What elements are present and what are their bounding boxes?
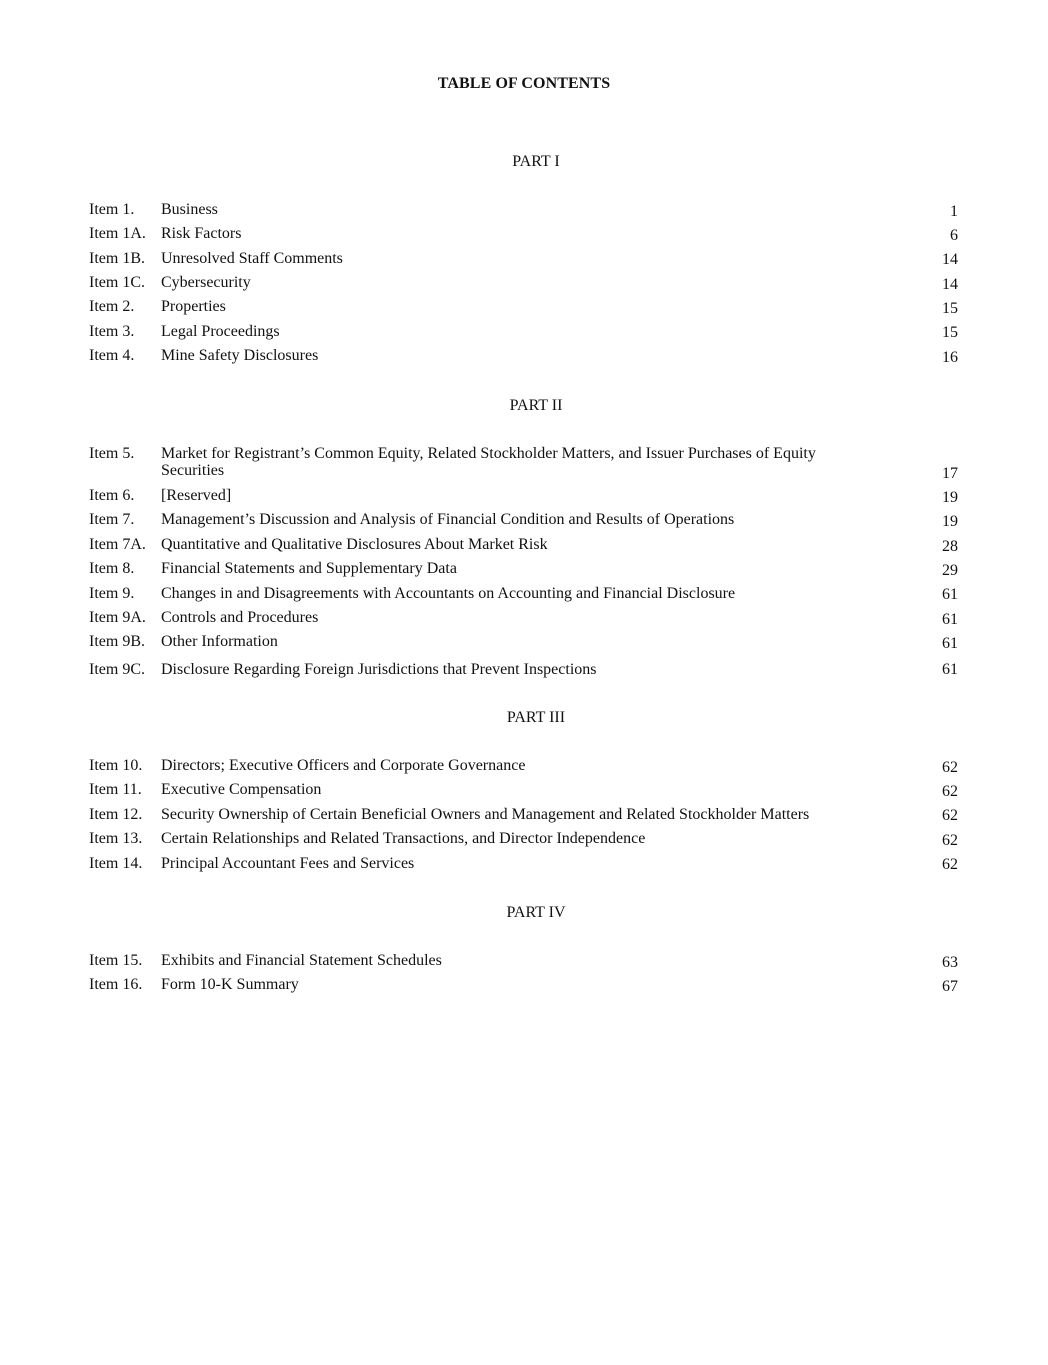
- toc-item-title[interactable]: Risk Factors: [161, 225, 242, 242]
- toc-page-number[interactable]: 62: [942, 783, 958, 800]
- toc-page-number[interactable]: 19: [942, 489, 958, 506]
- toc-item-title[interactable]: Other Information: [161, 633, 278, 650]
- toc-page-number[interactable]: 62: [942, 856, 958, 873]
- toc-item-title[interactable]: Changes in and Disagreements with Accountants on Accounting and Financial Disclosure: [161, 585, 736, 602]
- toc-page-number[interactable]: 19: [942, 513, 958, 530]
- toc-item-number: Item 6.: [89, 487, 135, 504]
- toc-item-number: Item 1A.: [89, 225, 146, 242]
- toc-item-number: Item 8.: [89, 560, 135, 577]
- toc-page-number[interactable]: 62: [942, 832, 958, 849]
- toc-page-number[interactable]: 1: [950, 203, 958, 220]
- toc-item-title[interactable]: Legal Proceedings: [161, 323, 280, 340]
- toc-item-number: Item 13.: [89, 830, 143, 847]
- part-heading-1: PART I: [512, 153, 560, 170]
- toc-page-number[interactable]: 16: [942, 349, 958, 366]
- toc-item-title[interactable]: Cybersecurity: [161, 274, 251, 291]
- toc-item-number: Item 1C.: [89, 274, 145, 291]
- toc-item-number: Item 3.: [89, 323, 135, 340]
- toc-item-title[interactable]: Market for Registrant’s Common Equity, Related Stockholder Matters, and Issuer Purchases of Equity Securities: [161, 445, 816, 479]
- toc-page-number[interactable]: 63: [942, 954, 958, 971]
- toc-item-title[interactable]: Principal Accountant Fees and Services: [161, 855, 415, 872]
- toc-item-number: Item 7A.: [89, 536, 146, 553]
- document-title: TABLE OF CONTENTS: [437, 75, 611, 92]
- toc-item-title[interactable]: Disclosure Regarding Foreign Jurisdictions that Prevent Inspections: [161, 661, 597, 678]
- toc-item-number: Item 10.: [89, 757, 143, 774]
- toc-item-number: Item 5.: [89, 445, 135, 462]
- toc-page-number[interactable]: 6: [950, 227, 958, 244]
- toc-item-title[interactable]: Management’s Discussion and Analysis of Financial Condition and Results of Operations: [161, 511, 735, 528]
- toc-item-number: Item 11.: [89, 781, 142, 798]
- toc-page-number[interactable]: 61: [942, 661, 958, 678]
- toc-item-title[interactable]: Form 10-K Summary: [161, 976, 299, 993]
- toc-item-title[interactable]: Directors; Executive Officers and Corporate Governance: [161, 757, 526, 774]
- toc-item-title[interactable]: Mine Safety Disclosures: [161, 347, 319, 364]
- toc-item-number: Item 1B.: [89, 250, 145, 267]
- toc-item-title[interactable]: Financial Statements and Supplementary Data: [161, 560, 457, 577]
- toc-item-number: Item 1.: [89, 201, 135, 218]
- toc-item-number: Item 14.: [89, 855, 143, 872]
- toc-item-number: Item 4.: [89, 347, 135, 364]
- toc-item-title[interactable]: Unresolved Staff Comments: [161, 250, 343, 267]
- toc-item-number: Item 15.: [89, 952, 143, 969]
- toc-page-number[interactable]: 61: [942, 635, 958, 652]
- toc-page-number[interactable]: 62: [942, 759, 958, 776]
- toc-page-number[interactable]: 62: [942, 807, 958, 824]
- toc-item-number: Item 7.: [89, 511, 135, 528]
- toc-page-number[interactable]: 17: [942, 465, 958, 482]
- toc-page-number[interactable]: 61: [942, 611, 958, 628]
- toc-item-number: Item 9C.: [89, 661, 145, 678]
- toc-item-title[interactable]: [Reserved]: [161, 487, 232, 504]
- toc-page-number[interactable]: 15: [942, 324, 958, 341]
- toc-item-number: Item 9B.: [89, 633, 145, 650]
- toc-item-title[interactable]: Quantitative and Qualitative Disclosures About Market Risk: [161, 536, 548, 553]
- toc-page-number[interactable]: 28: [942, 538, 958, 555]
- toc-page-number[interactable]: 14: [942, 251, 958, 268]
- toc-page-number[interactable]: 67: [942, 978, 958, 995]
- toc-item-title[interactable]: Properties: [161, 298, 226, 315]
- toc-page-number[interactable]: 14: [942, 276, 958, 293]
- toc-item-number: Item 9A.: [89, 609, 146, 626]
- toc-item-title[interactable]: Controls and Procedures: [161, 609, 319, 626]
- toc-item-title[interactable]: Security Ownership of Certain Beneficial Owners and Management and Related Stockholder Matters: [161, 806, 810, 823]
- toc-item-number: Item 12.: [89, 806, 143, 823]
- toc-item-title[interactable]: Business: [161, 201, 218, 218]
- part-heading-2: PART II: [509, 397, 563, 414]
- toc-item-title[interactable]: Certain Relationships and Related Transactions, and Director Independence: [161, 830, 646, 847]
- part-heading-3: PART III: [506, 709, 566, 726]
- toc-item-number: Item 9.: [89, 585, 135, 602]
- toc-item-number: Item 2.: [89, 298, 135, 315]
- toc-page-number[interactable]: 29: [942, 562, 958, 579]
- toc-page-number[interactable]: 61: [942, 586, 958, 603]
- toc-page-number[interactable]: 15: [942, 300, 958, 317]
- part-heading-4: PART IV: [506, 904, 566, 921]
- toc-item-number: Item 16.: [89, 976, 143, 993]
- toc-item-title[interactable]: Exhibits and Financial Statement Schedules: [161, 952, 442, 969]
- toc-item-title[interactable]: Executive Compensation: [161, 781, 322, 798]
